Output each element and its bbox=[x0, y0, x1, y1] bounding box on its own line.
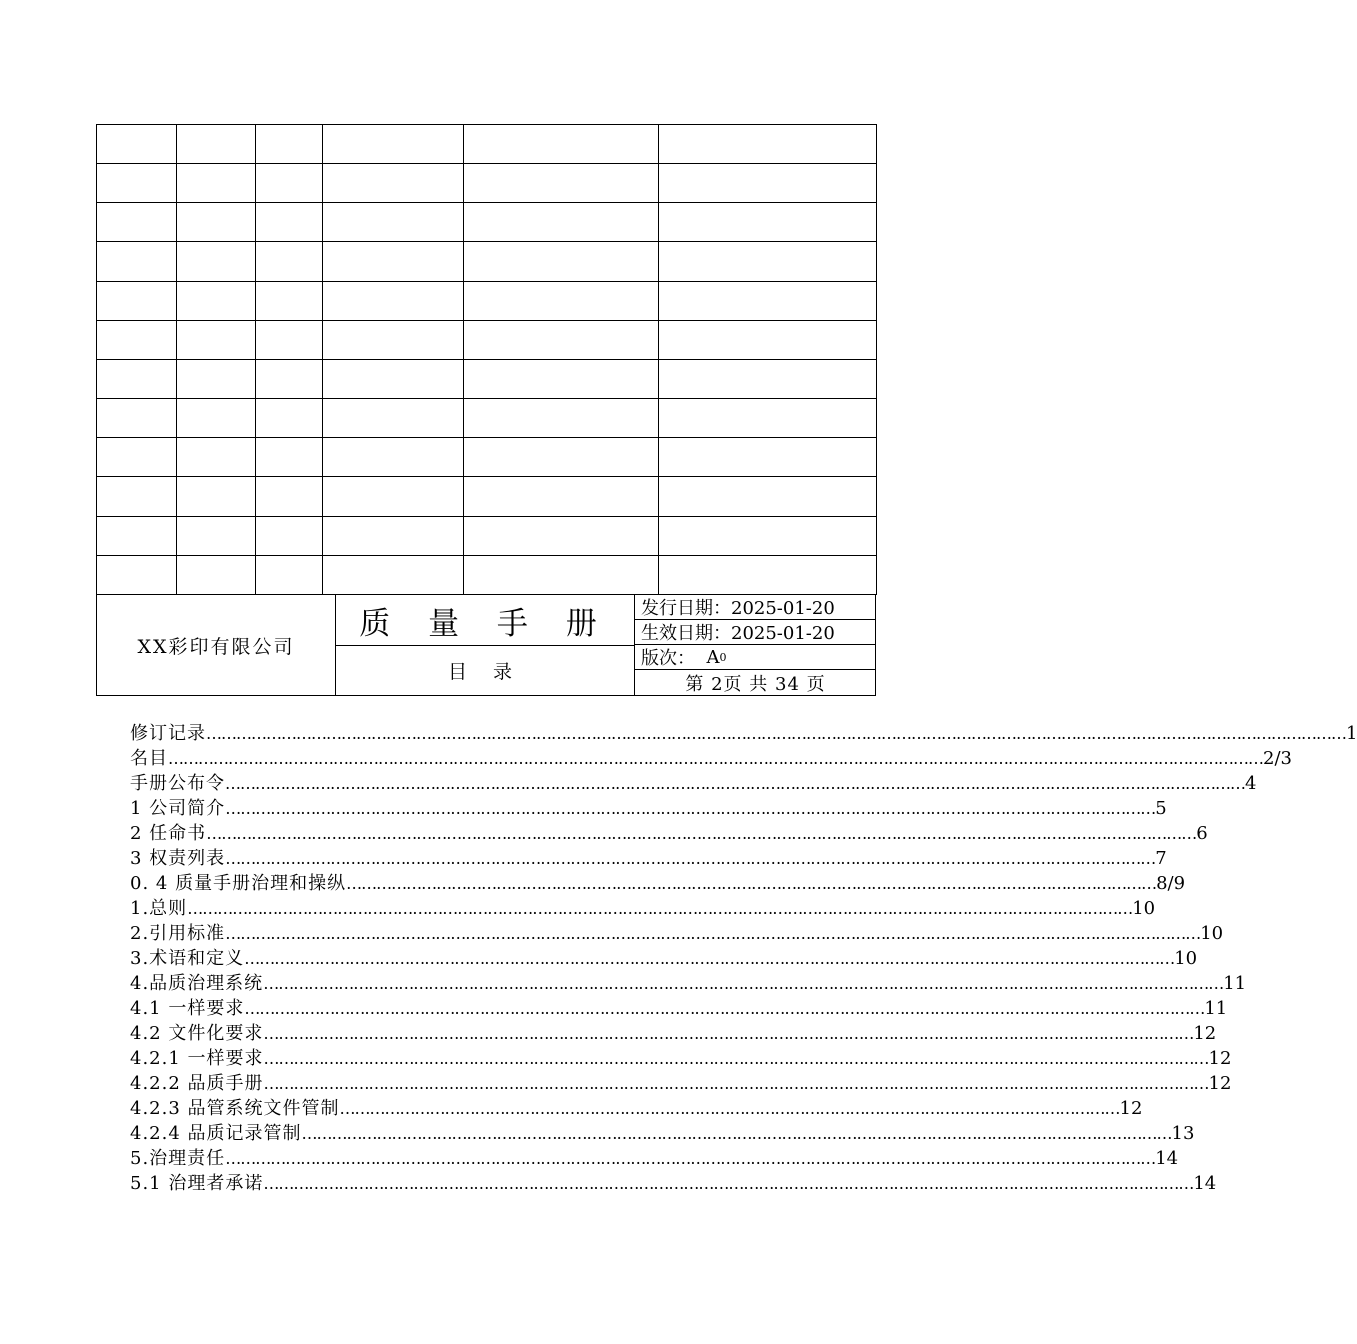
toc-label: 2 任命书 bbox=[130, 823, 207, 844]
revision-cell bbox=[177, 555, 256, 594]
toc-entry[interactable] bbox=[130, 871, 1186, 896]
revision-cell bbox=[256, 203, 323, 242]
toc-page-number: 7 bbox=[1155, 848, 1167, 869]
toc-entry[interactable] bbox=[130, 1071, 1232, 1096]
revision-cell bbox=[464, 516, 659, 555]
toc-leader: ………………………………………………………………………………………………………………………………………………………………………… bbox=[244, 999, 1205, 1018]
revision-cell bbox=[464, 164, 659, 203]
revision-cell bbox=[97, 320, 177, 359]
toc-page-number: 12 bbox=[1193, 1023, 1217, 1044]
toc-leader: ……………………………………………………………………………………………………………………………………………………………………… bbox=[187, 899, 1133, 918]
revision-cell bbox=[659, 125, 877, 164]
revision-cell bbox=[323, 555, 464, 594]
revision-cell bbox=[659, 555, 877, 594]
revision-table bbox=[96, 124, 877, 595]
toc-entry[interactable] bbox=[130, 971, 1247, 996]
toc-entry[interactable] bbox=[130, 946, 1198, 971]
revision-cell bbox=[97, 203, 177, 242]
revision-row bbox=[97, 203, 877, 242]
revision-cell bbox=[177, 164, 256, 203]
document-title: 质 量 手 册 bbox=[336, 595, 635, 646]
revision-cell bbox=[659, 438, 877, 477]
toc-label: 5.1 治理者承诺 bbox=[130, 1173, 264, 1194]
revision-cell bbox=[323, 399, 464, 438]
revision-cell bbox=[97, 359, 177, 398]
revision-cell bbox=[177, 438, 256, 477]
company-name: XX彩印有限公司 bbox=[97, 595, 336, 695]
revision-cell bbox=[177, 359, 256, 398]
revision-cell bbox=[256, 516, 323, 555]
revision-cell bbox=[464, 281, 659, 320]
toc-entry[interactable] bbox=[130, 1096, 1143, 1121]
toc-entry[interactable] bbox=[130, 1171, 1217, 1196]
revision-cell bbox=[323, 438, 464, 477]
table-of-contents bbox=[130, 721, 1357, 1196]
toc-leader: ………………………………………………………………………………………………………………………………………………………………………………………………………… bbox=[206, 724, 1346, 743]
revision-table-body bbox=[97, 125, 877, 595]
toc-leader: ………………………………………………………………………………………………………………………………………………………… bbox=[301, 1124, 1172, 1143]
revision-cell bbox=[659, 477, 877, 516]
toc-leader: ……………………………………………………………………………………………………………………………………………… bbox=[346, 874, 1157, 893]
revision-cell bbox=[256, 281, 323, 320]
revision-row bbox=[97, 125, 877, 164]
toc-page-number: 10 bbox=[1132, 898, 1156, 919]
toc-entry[interactable] bbox=[130, 1146, 1179, 1171]
toc-leader: …………………………………………………………………………………………………………………………………………………………………………………… bbox=[225, 774, 1245, 793]
toc-page-number: 10 bbox=[1200, 923, 1224, 944]
toc-leader: …………………………………………………………………………………………………………………………………………………………………… bbox=[244, 949, 1175, 968]
revision-cell bbox=[97, 125, 177, 164]
toc-label: 5.治理责任 bbox=[130, 1148, 226, 1169]
revision-cell bbox=[323, 242, 464, 281]
revision-cell bbox=[464, 320, 659, 359]
revision-cell bbox=[464, 555, 659, 594]
revision-cell bbox=[323, 359, 464, 398]
revision-cell bbox=[659, 320, 877, 359]
toc-page-number: 12 bbox=[1208, 1073, 1232, 1094]
toc-page-number: 13 bbox=[1171, 1123, 1195, 1144]
revision-cell bbox=[177, 281, 256, 320]
toc-leader: ……………………………………………………………………………………………………………………………………………………………………… bbox=[263, 1074, 1209, 1093]
revision-cell bbox=[464, 399, 659, 438]
revision-cell bbox=[256, 359, 323, 398]
toc-label: 4.1 一样要求 bbox=[130, 998, 245, 1019]
page-info: 第 2页 共 34 页 bbox=[685, 673, 826, 695]
revision-cell bbox=[464, 477, 659, 516]
revision-cell bbox=[177, 125, 256, 164]
revision-cell bbox=[464, 438, 659, 477]
document-header bbox=[96, 594, 876, 696]
toc-label: 4.2.3 品管系统文件管制 bbox=[130, 1098, 340, 1119]
toc-leader: …………………………………………………………………………………………………………………………………………………………………… bbox=[263, 1024, 1194, 1043]
toc-label: 手册公布令 bbox=[130, 773, 225, 794]
toc-page-number: 14 bbox=[1193, 1173, 1217, 1194]
revision-cell bbox=[97, 399, 177, 438]
revision-cell bbox=[177, 477, 256, 516]
revision-row bbox=[97, 477, 877, 516]
toc-entry[interactable] bbox=[130, 1121, 1195, 1146]
revision-cell bbox=[177, 320, 256, 359]
revision-row bbox=[97, 555, 877, 594]
toc-label: 1 公司简介 bbox=[130, 798, 226, 819]
issue-date: 发行日期：2025-01-20 bbox=[635, 595, 876, 620]
toc-leader: …………………………………………………………………………………………………………………………………………………………………… bbox=[225, 799, 1156, 818]
revision-row bbox=[97, 516, 877, 555]
toc-page-number: 10 bbox=[1174, 948, 1198, 969]
toc-label: 修订记录 bbox=[130, 723, 206, 744]
revision-cell bbox=[659, 203, 877, 242]
revision-cell bbox=[464, 203, 659, 242]
revision-row bbox=[97, 438, 877, 477]
revision-row bbox=[97, 242, 877, 281]
revision-cell bbox=[659, 281, 877, 320]
toc-entry[interactable] bbox=[130, 846, 1167, 871]
revision-row bbox=[97, 359, 877, 398]
revision-cell bbox=[659, 399, 877, 438]
revision-cell bbox=[323, 477, 464, 516]
toc-label: 4.2 文件化要求 bbox=[130, 1023, 264, 1044]
toc-label: 1.总则 bbox=[130, 898, 188, 919]
toc-page-number: 4 bbox=[1245, 773, 1257, 794]
version-sub: 0 bbox=[719, 650, 727, 664]
revision-row bbox=[97, 320, 877, 359]
revision-cell bbox=[256, 399, 323, 438]
toc-label: 4.2.2 品质手册 bbox=[130, 1073, 264, 1094]
toc-entry[interactable] bbox=[130, 771, 1257, 796]
revision-cell bbox=[323, 281, 464, 320]
toc-page-number: 5 bbox=[1155, 798, 1167, 819]
revision-cell bbox=[256, 125, 323, 164]
toc-page-number: 12 bbox=[1119, 1098, 1143, 1119]
version-label: 版次： bbox=[641, 648, 695, 669]
revision-cell bbox=[256, 320, 323, 359]
toc-page-number: 1 bbox=[1346, 723, 1357, 744]
revision-cell bbox=[97, 516, 177, 555]
toc-label: 4.品质治理系统 bbox=[130, 973, 264, 994]
revision-cell bbox=[659, 516, 877, 555]
toc-leader: …………………………………………………………………………………………………………………………………………………………………… bbox=[263, 1174, 1194, 1193]
revision-row bbox=[97, 164, 877, 203]
revision-cell bbox=[177, 242, 256, 281]
toc-entry[interactable] bbox=[130, 996, 1228, 1021]
revision-cell bbox=[177, 516, 256, 555]
revision-cell bbox=[323, 203, 464, 242]
toc-label: 名目 bbox=[130, 748, 168, 769]
revision-cell bbox=[256, 242, 323, 281]
toc-leader: ……………………………………………………………………………………………………………………………………………………………………… bbox=[263, 1049, 1209, 1068]
revision-cell bbox=[323, 320, 464, 359]
toc-entry[interactable] bbox=[130, 821, 1208, 846]
toc-label: 4.2.1 一样要求 bbox=[130, 1048, 264, 1069]
toc-label: 2.引用标准 bbox=[130, 923, 226, 944]
toc-entry[interactable] bbox=[130, 746, 1292, 771]
toc-page-number: 6 bbox=[1196, 823, 1208, 844]
revision-cell bbox=[464, 242, 659, 281]
revision-row bbox=[97, 281, 877, 320]
toc-page-number: 2/3 bbox=[1263, 748, 1292, 769]
revision-cell bbox=[323, 164, 464, 203]
revision-row bbox=[97, 399, 877, 438]
toc-page-number: 14 bbox=[1155, 1148, 1179, 1169]
document-subtitle: 目 录 bbox=[336, 646, 635, 695]
revision-cell bbox=[97, 555, 177, 594]
toc-leader: ………………………………………………………………………………………………………………………………………… bbox=[339, 1099, 1120, 1118]
toc-label: 3.术语和定义 bbox=[130, 948, 245, 969]
revision-cell bbox=[323, 516, 464, 555]
toc-page-number: 8/9 bbox=[1156, 873, 1186, 894]
revision-cell bbox=[97, 164, 177, 203]
toc-page-number: 12 bbox=[1208, 1048, 1232, 1069]
toc-entry[interactable] bbox=[130, 921, 1224, 946]
toc-label: 0. 4 质量手册治理和操纵 bbox=[130, 873, 347, 894]
toc-leader: ………………………………………………………………………………………………………………………………………………………………………………………………… bbox=[168, 749, 1263, 768]
toc-leader: ………………………………………………………………………………………………………………………………………………………………………… bbox=[263, 974, 1224, 993]
revision-cell bbox=[177, 203, 256, 242]
revision-cell bbox=[97, 438, 177, 477]
revision-cell bbox=[256, 438, 323, 477]
revision-cell bbox=[177, 399, 256, 438]
toc-entry[interactable] bbox=[130, 1046, 1232, 1071]
toc-leader: …………………………………………………………………………………………………………………………………………………………………… bbox=[225, 849, 1156, 868]
version bbox=[635, 645, 876, 670]
toc-entry[interactable] bbox=[130, 721, 1357, 746]
toc-entry[interactable] bbox=[130, 1021, 1217, 1046]
toc-page-number: 11 bbox=[1204, 998, 1228, 1019]
version-value: A bbox=[706, 646, 720, 668]
revision-cell bbox=[323, 125, 464, 164]
revision-cell bbox=[659, 242, 877, 281]
revision-cell bbox=[256, 164, 323, 203]
revision-cell bbox=[97, 477, 177, 516]
revision-cell bbox=[659, 359, 877, 398]
toc-label: 3 权责列表 bbox=[130, 848, 226, 869]
revision-cell bbox=[256, 477, 323, 516]
revision-cell bbox=[97, 242, 177, 281]
toc-leader: ……………………………………………………………………………………………………………………………………………………………………………… bbox=[206, 824, 1197, 843]
revision-cell bbox=[256, 555, 323, 594]
toc-label: 4.2.4 品质记录管制 bbox=[130, 1123, 302, 1144]
revision-cell bbox=[464, 125, 659, 164]
toc-entry[interactable] bbox=[130, 896, 1156, 921]
toc-entry[interactable] bbox=[130, 796, 1167, 821]
toc-leader: …………………………………………………………………………………………………………………………………………………………………………… bbox=[225, 924, 1201, 943]
revision-cell bbox=[97, 281, 177, 320]
revision-cell bbox=[659, 164, 877, 203]
effective-date: 生效日期：2025-01-20 bbox=[635, 620, 876, 645]
revision-cell bbox=[464, 359, 659, 398]
toc-leader: …………………………………………………………………………………………………………………………………………………………………… bbox=[225, 1149, 1156, 1168]
toc-page-number: 11 bbox=[1223, 973, 1247, 994]
